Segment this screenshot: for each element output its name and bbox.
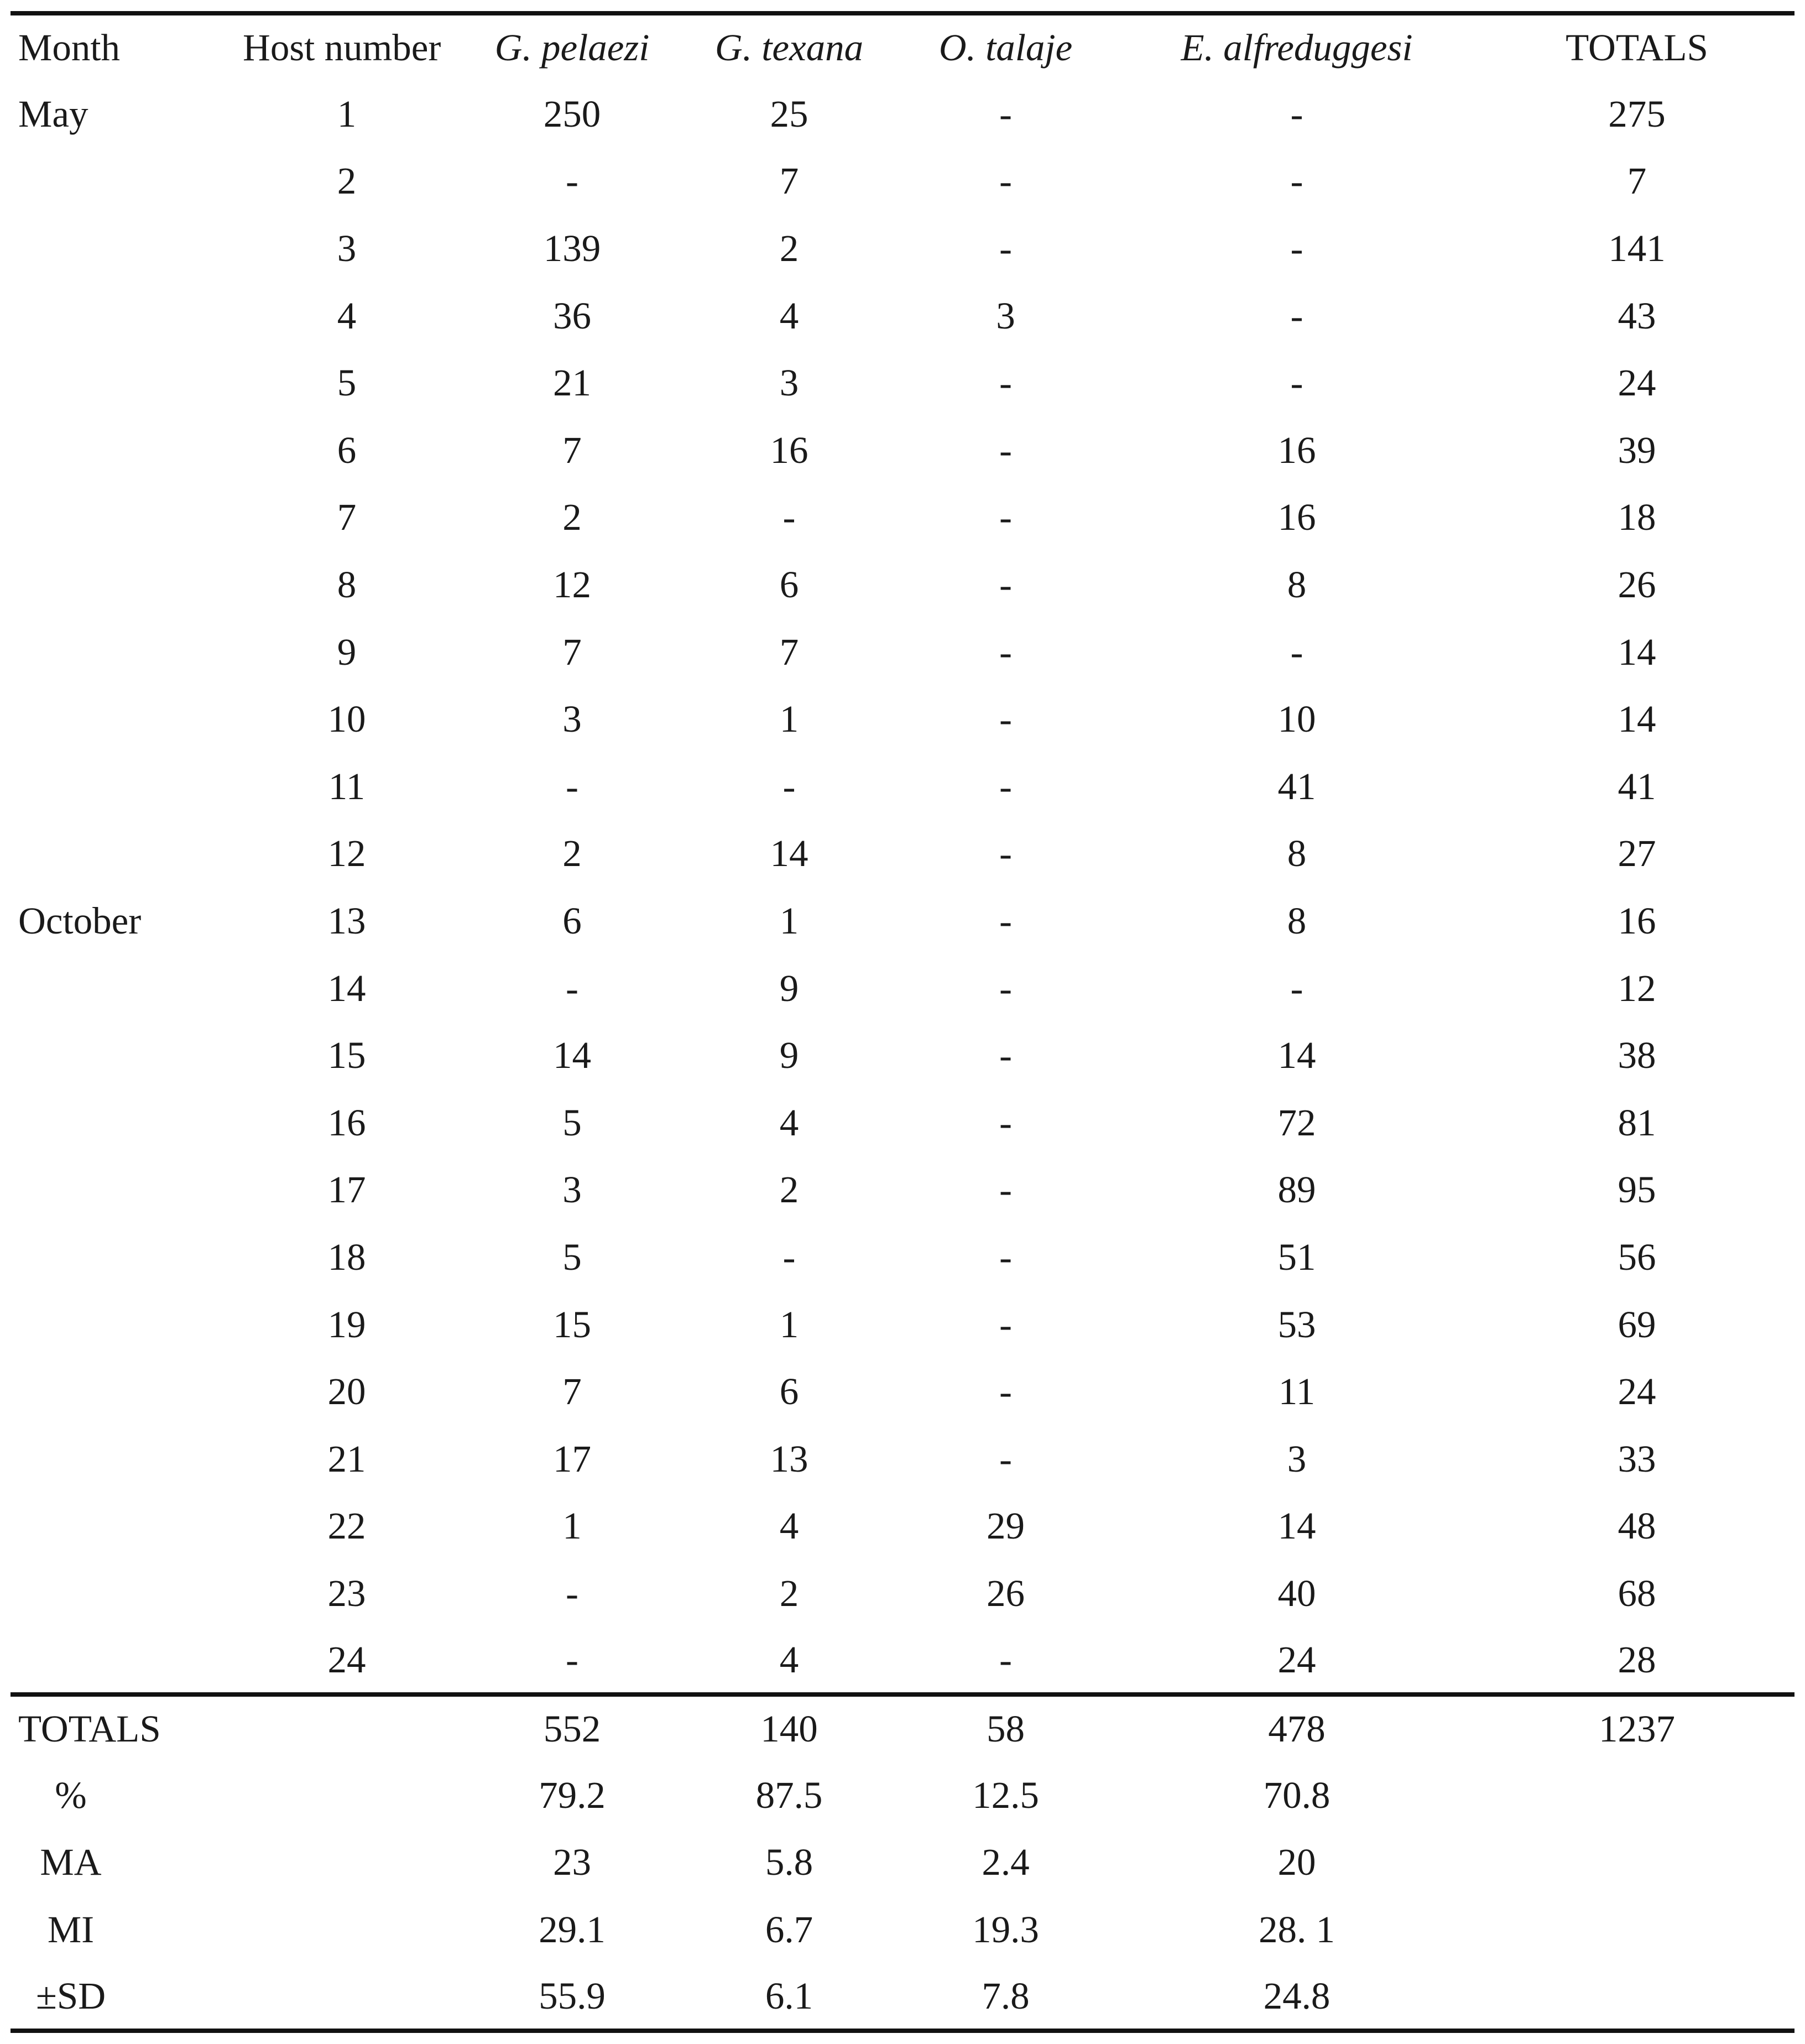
summary-empty-cell bbox=[231, 1761, 463, 1829]
summary-label bbox=[11, 1896, 231, 1964]
summary-g-texana: 140 bbox=[681, 1694, 897, 1762]
cell-e-alfreduggesi: 72 bbox=[1277, 1101, 1316, 1144]
cell-host-number: 18 bbox=[327, 1235, 366, 1278]
cell-g-pelaezi: - bbox=[566, 967, 578, 1009]
cell-g-texana: 6 bbox=[779, 1370, 799, 1413]
cell-o-talaje: - bbox=[999, 1034, 1012, 1077]
table-row bbox=[11, 1089, 1794, 1157]
cell-host-number: 8 bbox=[337, 564, 357, 606]
summary-g-pelaezi: 29.1 bbox=[539, 1908, 606, 1951]
table-row bbox=[11, 753, 1794, 821]
table-summary bbox=[11, 1694, 1794, 2031]
cell-total: 27 bbox=[1618, 832, 1656, 875]
cell-month bbox=[11, 1089, 231, 1157]
cell-e-alfreduggesi: - bbox=[1290, 630, 1303, 673]
cell-host-number: 2 bbox=[337, 160, 357, 202]
summary-e-alfreduggesi: 20 bbox=[1277, 1841, 1316, 1884]
summary-total bbox=[1479, 1963, 1794, 2031]
table-row bbox=[11, 1425, 1794, 1493]
cell-e-alfreduggesi: 8 bbox=[1287, 564, 1307, 606]
header-o-talaje: O. talaje bbox=[897, 13, 1114, 81]
cell-month bbox=[11, 1627, 231, 1694]
cell-e-alfreduggesi: 14 bbox=[1277, 1505, 1316, 1547]
summary-label-text: MA bbox=[40, 1841, 102, 1884]
table-row bbox=[11, 1560, 1794, 1628]
cell-e-alfreduggesi: 16 bbox=[1277, 429, 1316, 471]
cell-host-number: 9 bbox=[337, 630, 357, 673]
cell-month bbox=[11, 753, 231, 821]
cell-g-pelaezi: 250 bbox=[543, 92, 601, 135]
cell-host-number: 21 bbox=[327, 1437, 366, 1480]
cell-e-alfreduggesi: 11 bbox=[1278, 1370, 1316, 1413]
cell-g-pelaezi: 139 bbox=[543, 227, 601, 270]
cell-month: October bbox=[18, 900, 142, 942]
cell-host-number: 11 bbox=[328, 765, 366, 807]
cell-g-pelaezi: 2 bbox=[562, 496, 582, 539]
cell-o-talaje: - bbox=[999, 1101, 1012, 1144]
header-e-alfreduggesi: E. alfreduggesi bbox=[1114, 13, 1479, 81]
cell-o-talaje: - bbox=[999, 227, 1012, 270]
cell-total: 12 bbox=[1618, 967, 1656, 1009]
table-row bbox=[11, 1493, 1794, 1560]
cell-e-alfreduggesi: - bbox=[1290, 160, 1303, 202]
cell-e-alfreduggesi: 53 bbox=[1277, 1303, 1316, 1346]
summary-e-alfreduggesi: 70.8 bbox=[1263, 1774, 1331, 1816]
summary-e-alfreduggesi: 24.8 bbox=[1114, 1963, 1479, 2031]
cell-g-pelaezi: 1 bbox=[562, 1505, 582, 1547]
summary-label-text: ±SD bbox=[35, 1974, 106, 2017]
cell-total: 33 bbox=[1618, 1437, 1656, 1480]
cell-g-texana: 7 bbox=[779, 630, 799, 673]
cell-total: 26 bbox=[1618, 564, 1656, 606]
summary-empty-cell bbox=[231, 1829, 463, 1896]
cell-o-talaje: - bbox=[999, 496, 1012, 539]
cell-o-talaje: - bbox=[999, 698, 1012, 741]
cell-total: 41 bbox=[1618, 765, 1656, 807]
cell-o-talaje: 3 bbox=[996, 294, 1015, 337]
summary-e-alfreduggesi: 478 bbox=[1114, 1694, 1479, 1762]
summary-o-talaje: 19.3 bbox=[972, 1908, 1039, 1951]
header-totals: TOTALS bbox=[1479, 13, 1794, 81]
summary-label-text: % bbox=[55, 1774, 87, 1816]
cell-g-pelaezi: 5 bbox=[562, 1101, 582, 1144]
cell-o-talaje: - bbox=[999, 630, 1012, 673]
table-row bbox=[11, 686, 1794, 753]
cell-month bbox=[11, 1156, 231, 1224]
cell-month bbox=[11, 282, 231, 350]
header-row bbox=[11, 13, 1794, 81]
header-host-number: Host number bbox=[231, 13, 463, 81]
cell-total: 7 bbox=[1627, 160, 1647, 202]
cell-host-number: 17 bbox=[327, 1169, 366, 1211]
table-row bbox=[11, 1224, 1794, 1291]
cell-o-talaje: - bbox=[999, 967, 1012, 1009]
cell-g-texana: 2 bbox=[779, 1572, 799, 1614]
table-row bbox=[11, 350, 1794, 417]
cell-g-texana: 4 bbox=[779, 1101, 799, 1144]
cell-g-texana: - bbox=[782, 765, 796, 807]
cell-month bbox=[11, 417, 231, 484]
cell-month bbox=[11, 148, 231, 215]
cell-g-texana: 4 bbox=[779, 1638, 799, 1681]
summary-row bbox=[11, 1896, 1794, 1964]
cell-total: 39 bbox=[1618, 429, 1656, 471]
table-row bbox=[11, 417, 1794, 484]
summary-total bbox=[1479, 1829, 1794, 1896]
summary-o-talaje: 12.5 bbox=[972, 1774, 1039, 1816]
table-row bbox=[11, 1358, 1794, 1426]
cell-o-talaje: - bbox=[999, 1437, 1012, 1480]
summary-o-talaje: 2.4 bbox=[982, 1841, 1030, 1884]
summary-g-pelaezi: 23 bbox=[553, 1841, 591, 1884]
cell-total: 68 bbox=[1618, 1572, 1656, 1614]
cell-total: 16 bbox=[1618, 900, 1656, 942]
cell-total: 14 bbox=[1618, 698, 1656, 741]
cell-total: 141 bbox=[1608, 227, 1666, 270]
cell-g-texana: 9 bbox=[779, 967, 799, 1009]
cell-g-texana: 1 bbox=[779, 900, 799, 942]
cell-g-texana: 7 bbox=[779, 160, 799, 202]
cell-g-pelaezi: 5 bbox=[562, 1235, 582, 1278]
cell-e-alfreduggesi: - bbox=[1290, 294, 1303, 337]
cell-total: 38 bbox=[1618, 1034, 1656, 1077]
cell-g-pelaezi: 17 bbox=[553, 1437, 591, 1480]
cell-g-pelaezi: 3 bbox=[562, 698, 582, 741]
cell-month bbox=[11, 1022, 231, 1089]
cell-month bbox=[11, 551, 231, 619]
cell-o-talaje: - bbox=[999, 900, 1012, 942]
summary-o-talaje: 58 bbox=[897, 1694, 1114, 1762]
table-row bbox=[11, 215, 1794, 283]
cell-month bbox=[11, 1493, 231, 1560]
cell-month bbox=[11, 1560, 231, 1628]
summary-g-texana: 6.1 bbox=[681, 1963, 897, 2031]
table-row bbox=[11, 148, 1794, 215]
cell-host-number: 20 bbox=[327, 1370, 366, 1413]
summary-total bbox=[1479, 1761, 1794, 1829]
cell-g-pelaezi: 7 bbox=[562, 630, 582, 673]
cell-e-alfreduggesi: 16 bbox=[1277, 496, 1316, 539]
table-row bbox=[11, 1291, 1794, 1358]
table-body bbox=[11, 81, 1794, 1694]
cell-total: 18 bbox=[1618, 496, 1656, 539]
cell-e-alfreduggesi: - bbox=[1290, 362, 1303, 404]
cell-o-talaje: - bbox=[999, 1638, 1012, 1681]
cell-month: May bbox=[18, 92, 88, 135]
cell-total: 43 bbox=[1618, 294, 1656, 337]
cell-g-pelaezi: - bbox=[566, 1572, 578, 1614]
summary-g-texana: 6.7 bbox=[765, 1908, 813, 1951]
cell-g-pelaezi: 7 bbox=[562, 1370, 582, 1413]
cell-g-pelaezi: - bbox=[566, 765, 578, 807]
summary-g-pelaezi: 552 bbox=[463, 1694, 681, 1762]
cell-total: 69 bbox=[1618, 1303, 1656, 1346]
cell-o-talaje: - bbox=[999, 429, 1012, 471]
summary-e-alfreduggesi: 28. 1 bbox=[1259, 1908, 1335, 1951]
summary-row bbox=[11, 1829, 1794, 1896]
table-row bbox=[11, 1627, 1794, 1694]
cell-host-number: 12 bbox=[327, 832, 366, 875]
cell-e-alfreduggesi: 3 bbox=[1287, 1437, 1307, 1480]
table-row bbox=[11, 81, 1794, 148]
table-row bbox=[11, 618, 1794, 686]
cell-o-talaje: - bbox=[999, 564, 1012, 606]
cell-host-number: 10 bbox=[327, 698, 366, 741]
cell-g-pelaezi: 14 bbox=[553, 1034, 591, 1077]
summary-label: TOTALS bbox=[11, 1694, 231, 1762]
cell-host-number: 13 bbox=[327, 900, 366, 942]
cell-o-talaje: - bbox=[999, 1303, 1012, 1346]
cell-host-number: 4 bbox=[337, 294, 357, 337]
table-header bbox=[11, 13, 1794, 81]
cell-e-alfreduggesi: 14 bbox=[1277, 1034, 1316, 1077]
cell-g-texana: 25 bbox=[770, 92, 808, 135]
summary-empty-cell bbox=[231, 1896, 463, 1964]
table-row bbox=[11, 484, 1794, 551]
cell-g-pelaezi: 15 bbox=[553, 1303, 591, 1346]
summary-total bbox=[1479, 1896, 1794, 1964]
cell-g-pelaezi: 7 bbox=[562, 429, 582, 471]
cell-g-pelaezi: 21 bbox=[553, 362, 591, 404]
cell-o-talaje: - bbox=[999, 92, 1012, 135]
cell-g-texana: 6 bbox=[779, 564, 799, 606]
cell-host-number: 15 bbox=[327, 1034, 366, 1077]
cell-g-pelaezi: 36 bbox=[553, 294, 591, 337]
summary-row bbox=[11, 1963, 1794, 2031]
cell-g-pelaezi: 12 bbox=[553, 564, 591, 606]
summary-g-pelaezi: 55.9 bbox=[463, 1963, 681, 2031]
summary-g-pelaezi: 79.2 bbox=[539, 1774, 606, 1816]
summary-empty-cell bbox=[231, 1694, 463, 1762]
cell-total: 95 bbox=[1618, 1169, 1656, 1211]
cell-o-talaje: - bbox=[999, 1370, 1012, 1413]
table-row bbox=[11, 820, 1794, 888]
cell-g-texana: - bbox=[782, 1235, 796, 1278]
table-row bbox=[11, 1022, 1794, 1089]
cell-total: 24 bbox=[1618, 362, 1656, 404]
cell-month bbox=[11, 686, 231, 753]
header-g-texana: G. texana bbox=[681, 13, 897, 81]
cell-month bbox=[11, 350, 231, 417]
summary-label bbox=[11, 1963, 231, 2031]
cell-g-texana: 2 bbox=[779, 1169, 799, 1211]
cell-g-texana: 16 bbox=[770, 429, 808, 471]
cell-total: 81 bbox=[1618, 1101, 1656, 1144]
cell-e-alfreduggesi: 41 bbox=[1277, 765, 1316, 807]
cell-g-pelaezi: 3 bbox=[562, 1169, 582, 1211]
cell-e-alfreduggesi: - bbox=[1290, 967, 1303, 1009]
cell-o-talaje: 29 bbox=[987, 1505, 1025, 1547]
cell-host-number: 14 bbox=[327, 967, 366, 1009]
table-row bbox=[11, 955, 1794, 1022]
header-g-pelaezi: G. pelaezi bbox=[463, 13, 681, 81]
cell-g-texana: 3 bbox=[779, 362, 799, 404]
summary-label bbox=[11, 1829, 231, 1896]
cell-e-alfreduggesi: 40 bbox=[1277, 1572, 1316, 1614]
header-month: Month bbox=[11, 13, 231, 81]
cell-total: 275 bbox=[1608, 92, 1666, 135]
cell-host-number: 7 bbox=[337, 496, 357, 539]
cell-month bbox=[11, 1425, 231, 1493]
cell-g-texana: 13 bbox=[770, 1437, 808, 1480]
cell-o-talaje: - bbox=[999, 1235, 1012, 1278]
cell-g-texana: 2 bbox=[779, 227, 799, 270]
cell-g-pelaezi: - bbox=[566, 160, 578, 202]
table-row bbox=[11, 1156, 1794, 1224]
cell-month bbox=[11, 955, 231, 1022]
summary-empty-cell bbox=[231, 1963, 463, 2031]
parasite-count-table bbox=[11, 11, 1794, 2033]
cell-total: 56 bbox=[1618, 1235, 1656, 1278]
summary-label-text: MI bbox=[47, 1908, 95, 1951]
cell-e-alfreduggesi: - bbox=[1290, 92, 1303, 135]
cell-total: 28 bbox=[1618, 1638, 1656, 1681]
summary-row bbox=[11, 1694, 1794, 1762]
cell-host-number: 22 bbox=[327, 1505, 366, 1547]
cell-e-alfreduggesi: - bbox=[1290, 227, 1303, 270]
cell-host-number: 5 bbox=[337, 362, 357, 404]
cell-month bbox=[11, 1291, 231, 1358]
cell-e-alfreduggesi: 89 bbox=[1277, 1169, 1316, 1211]
cell-host-number: 16 bbox=[327, 1101, 366, 1144]
cell-month bbox=[11, 484, 231, 551]
cell-total: 48 bbox=[1618, 1505, 1656, 1547]
table-row bbox=[11, 282, 1794, 350]
cell-o-talaje: - bbox=[999, 832, 1012, 875]
cell-o-talaje: 26 bbox=[987, 1572, 1025, 1614]
cell-g-texana: 4 bbox=[779, 1505, 799, 1547]
cell-host-number: 19 bbox=[327, 1303, 366, 1346]
cell-g-texana: - bbox=[782, 496, 796, 539]
cell-month bbox=[11, 1358, 231, 1426]
cell-e-alfreduggesi: 51 bbox=[1277, 1235, 1316, 1278]
cell-month bbox=[11, 820, 231, 888]
cell-month bbox=[11, 215, 231, 283]
summary-row bbox=[11, 1761, 1794, 1829]
cell-total: 14 bbox=[1618, 630, 1656, 673]
cell-host-number: 3 bbox=[337, 227, 357, 270]
cell-e-alfreduggesi: 10 bbox=[1277, 698, 1316, 741]
cell-g-pelaezi: 6 bbox=[562, 900, 582, 942]
table-row bbox=[11, 888, 1794, 955]
summary-o-talaje: 7.8 bbox=[897, 1963, 1114, 2031]
cell-month bbox=[11, 618, 231, 686]
cell-e-alfreduggesi: 24 bbox=[1277, 1638, 1316, 1681]
cell-o-talaje: - bbox=[999, 765, 1012, 807]
summary-g-texana: 87.5 bbox=[755, 1774, 823, 1816]
cell-host-number: 23 bbox=[327, 1572, 366, 1614]
cell-e-alfreduggesi: 8 bbox=[1287, 900, 1307, 942]
cell-o-talaje: - bbox=[999, 362, 1012, 404]
cell-total: 24 bbox=[1618, 1370, 1656, 1413]
cell-g-texana: 4 bbox=[779, 294, 799, 337]
summary-g-texana: 5.8 bbox=[765, 1841, 813, 1884]
cell-host-number: 24 bbox=[327, 1638, 366, 1681]
summary-total: 1237 bbox=[1479, 1694, 1794, 1762]
summary-label bbox=[11, 1761, 231, 1829]
cell-g-pelaezi: 2 bbox=[562, 832, 582, 875]
cell-g-texana: 14 bbox=[770, 832, 808, 875]
cell-o-talaje: - bbox=[999, 1169, 1012, 1211]
table-row bbox=[11, 551, 1794, 619]
cell-host-number: 6 bbox=[337, 429, 357, 471]
cell-o-talaje: - bbox=[999, 160, 1012, 202]
cell-g-texana: 1 bbox=[779, 698, 799, 741]
cell-e-alfreduggesi: 8 bbox=[1287, 832, 1307, 875]
cell-g-pelaezi: - bbox=[566, 1638, 578, 1681]
cell-month bbox=[11, 1224, 231, 1291]
cell-host-number: 1 bbox=[337, 92, 357, 135]
cell-g-texana: 9 bbox=[779, 1034, 799, 1077]
cell-g-texana: 1 bbox=[779, 1303, 799, 1346]
